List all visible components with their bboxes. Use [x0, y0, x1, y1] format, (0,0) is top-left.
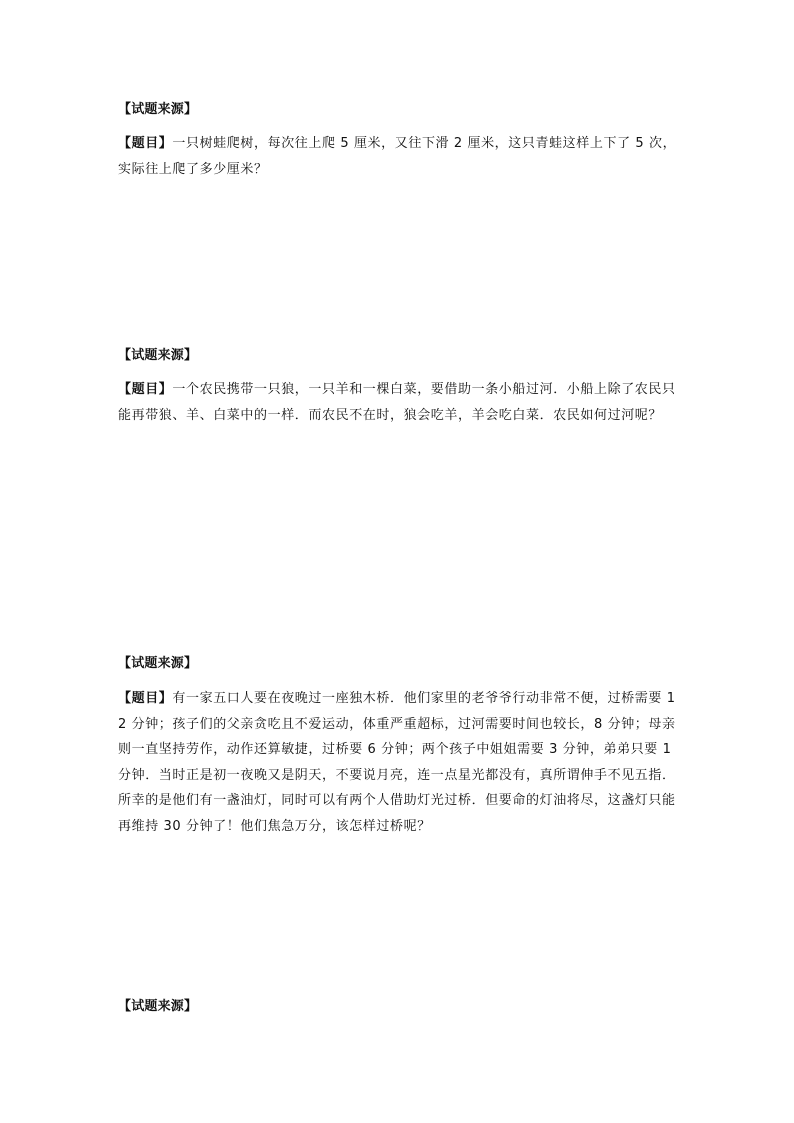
source-label-2	[118, 346, 678, 366]
question-label-1: 【题目】	[118, 136, 173, 151]
question-label-3: 【题目】	[118, 691, 173, 706]
question-text-3: 有一家五口人要在夜晚过一座独木桥．他们家里的老爷爷行动非常不便，过桥需要 12 分钟；孩子们的父亲贪吃且不爱运动，体重严重超标，过河需要时间也较长，8 分钟；母亲则一直坚持劳作，动作还算敏捷，过桥要 6 分钟；两个孩子中姐姐需要 3 分钟，弟弟只要 1 分钟．当时正是初一夜晚又是阴天，不要说月亮，连一点星光都没有，真所谓伸手不见五指．所幸的是他们有一盏油灯，同时可以有两个人借助灯光过桥．但要命的灯油将尽，这盏灯只能再维持 30 分钟了！他们焦急万分，该怎样过桥呢？	[118, 691, 676, 834]
source-label-4	[118, 997, 678, 1017]
question-text-1: 一只树蛙爬树，每次往上爬 5 厘米，又往下滑 2 厘米，这只青蛙这样上下了 5 次，实际往上爬了多少厘米？	[118, 136, 677, 177]
source-label-text-4: 【试题来源】	[118, 999, 198, 1014]
question-2	[118, 377, 678, 428]
source-label-text-3: 【试题来源】	[118, 656, 198, 671]
source-label-text-2: 【试题来源】	[118, 348, 198, 363]
question-text-2: 一个农民携带一只狼，一只羊和一棵白菜，要借助一条小船过河．小船上除了农民只能再带狼、羊、白菜中的一样．而农民不在时，狼会吃羊，羊会吃白菜．农民如何过河呢？	[118, 382, 676, 423]
source-label-1	[118, 100, 678, 120]
question-1	[118, 131, 678, 182]
question-label-2: 【题目】	[118, 382, 173, 397]
source-label-3	[118, 654, 678, 674]
source-label-text-1: 【试题来源】	[118, 102, 198, 117]
question-3	[118, 686, 678, 839]
